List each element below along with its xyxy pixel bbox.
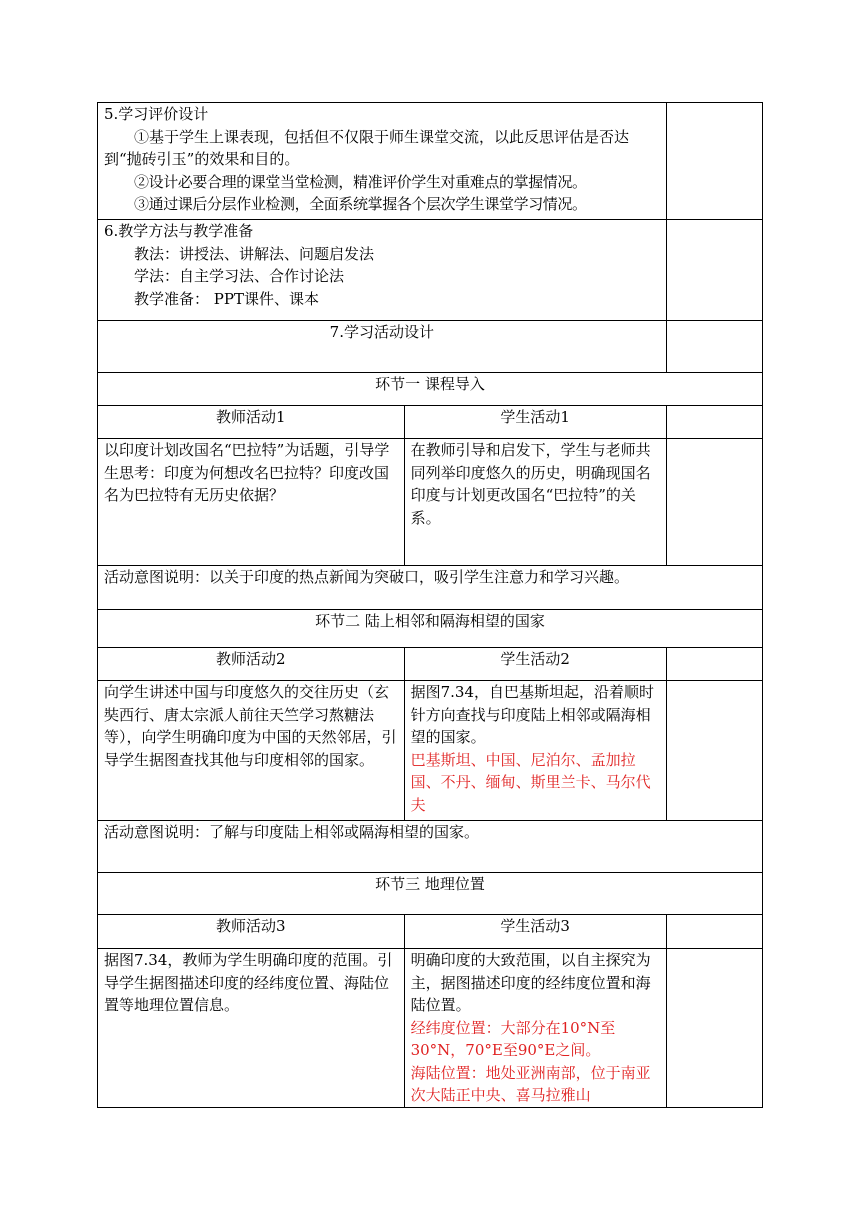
student-activity-head: 学生活动3 — [404, 915, 666, 949]
stage2-intent-row — [98, 821, 763, 873]
activity-intent: 活动意图说明：了解与印度陆上相邻或隔海相望的国家。 — [98, 821, 763, 873]
stage1-title-row — [98, 373, 763, 406]
teacher-activity-text: 以印度计划改国名“巴拉特”为话题，引导学生思考：印度为何想改名巴拉特？印度改国名为巴拉特有无历史依据？ — [98, 439, 405, 566]
section5-row — [98, 103, 763, 220]
remark-cell — [666, 103, 762, 220]
lesson-plan-table — [97, 102, 763, 1108]
section5-title: 5.学习评价设计 — [104, 105, 209, 123]
section5-item: ②设计必要合理的课堂当堂检测，精准评价学生对重难点的掌握情况。 — [134, 172, 587, 191]
remark-cell — [666, 915, 762, 949]
teacher-activity-text: 据图7.34，教师为学生明确印度的范围。引导学生据图描述印度的经纬度位置、海陆位置等地理位置信息。 — [98, 949, 405, 1108]
section5-cell — [98, 103, 667, 220]
teacher-activity-head: 教师活动1 — [98, 406, 405, 439]
section7-row — [98, 321, 763, 373]
stage1-content-row — [98, 439, 763, 566]
student-answer: 巴基斯坦、中国、尼泊尔、孟加拉国、不丹、缅甸、斯里兰卡、马尔代夫 — [410, 750, 651, 814]
student-activity-head: 学生活动2 — [404, 648, 666, 681]
teacher-activity-text: 向学生讲述中国与印度悠久的交往历史（玄奘西行、唐太宗派人前往天竺学习熬糖法等），向学生明确印度为中国的天然邻居，引导学生据图查找其他与印度相邻的国家。 — [98, 681, 405, 821]
section6-cell — [98, 220, 667, 321]
section5-item: ①基于学生上课表现，包括但不仅限于师生课堂交流，以此反思评估是否达到“抛砖引玉”的效果和目的。 — [104, 127, 630, 168]
student-activity-text: 在教师引导和启发下，学生与老师共同列举印度悠久的历史，明确现国名印度与计划更改国名“巴拉特”的关系。 — [404, 439, 666, 566]
stage1-head-row — [98, 406, 763, 439]
stage2-head-row — [98, 648, 763, 681]
section6-row — [98, 220, 763, 321]
student-activity-cell — [404, 949, 666, 1108]
section6-item: 教学准备： PPT课件、课本 — [134, 289, 319, 308]
remark-cell — [666, 321, 762, 373]
student-activity-text: 据图7.34，自巴基斯坦起，沿着顺时针方向查找与印度陆上相邻或隔海相望的国家。 — [410, 683, 654, 746]
section6-item: 教法：讲授法、讲解法、问题启发法 — [134, 244, 375, 263]
teacher-activity-head: 教师活动2 — [98, 648, 405, 681]
section6-title: 6.教学方法与教学准备 — [104, 222, 254, 240]
stage3-title: 环节三 地理位置 — [98, 873, 763, 915]
stage3-content-row — [98, 949, 763, 1108]
stage2-content-row — [98, 681, 763, 821]
stage3-title-row — [98, 873, 763, 915]
activity-intent: 活动意图说明：以关于印度的热点新闻为突破口，吸引学生注意力和学习兴趣。 — [98, 566, 763, 610]
student-answer: 经纬度位置：大部分在10°N至30°N，70°E至90°E之间。 — [410, 1018, 616, 1059]
remark-cell — [666, 949, 762, 1108]
stage2-title: 环节二 陆上相邻和隔海相望的国家 — [98, 610, 763, 648]
remark-cell — [666, 406, 762, 439]
remark-cell — [666, 681, 762, 821]
student-answer: 海陆位置：地处亚洲南部，位于南亚次大陆正中央、喜马拉雅山 — [410, 1063, 651, 1104]
student-activity-text: 明确印度的大致范围，以自主探究为主，据图描述印度的经纬度位置和海陆位置。 — [410, 951, 651, 1014]
stage1-intent-row — [98, 566, 763, 610]
section6-item: 学法：自主学习法、合作讨论法 — [134, 267, 345, 285]
section5-item: ③通过课后分层作业检测，全面系统掌握各个层次学生课堂学习情况。 — [134, 195, 587, 213]
teacher-activity-head: 教师活动3 — [98, 915, 405, 949]
stage2-title-row — [98, 610, 763, 648]
remark-cell — [666, 220, 762, 321]
student-activity-cell — [404, 681, 666, 821]
section7-title: 7.学习活动设计 — [98, 321, 667, 373]
stage3-head-row — [98, 915, 763, 949]
student-activity-head: 学生活动1 — [404, 406, 666, 439]
remark-cell — [666, 648, 762, 681]
remark-cell — [666, 439, 762, 566]
stage1-title: 环节一 课程导入 — [98, 373, 763, 406]
